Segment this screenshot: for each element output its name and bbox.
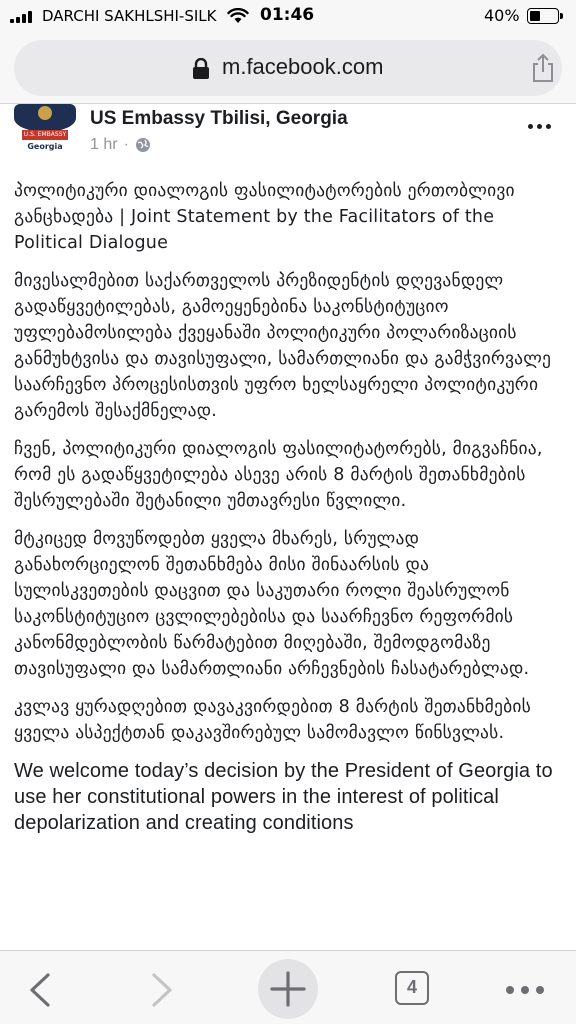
post-paragraph: ჩვენ, პოლიტიკური დიალოგის ფასილიტატორებს, მიგვაჩნია, რომ ეს გადაწყვეტილება ასევე არის 8 მარტის შეთანხმების შესრულებაში შეტანილი უმთავრესი წვლილი. xyxy=(14,439,543,511)
post-paragraph: მტკიცედ მოვუწოდებთ ყველა მხარეს, სრულად განახორციელონ შეთანხმება მისი შინაარსის და სულისკვეთების დაცვით და საკუთარი როლი შეასრულონ საკონსტიტუციო ცვლილებებისა და საარჩევნო რეფორმის კანონმდებლობის წარმატებით მიღებაში, შემოდგომაზე თავისუფალი და სამართლიანი არჩევნების ჩასატარებლად. xyxy=(14,529,530,679)
ellipsis-icon[interactable] xyxy=(506,986,544,994)
chevron-right-icon[interactable] xyxy=(150,973,174,1007)
post-paragraph: We welcome today’s decision by the President of Georgia to use her constitutional powers in the interest of political depolarization and creating conditions xyxy=(14,760,553,834)
post-paragraph: მივესალმებით საქართველოს პრეზიდენტის დღევანდელ გადაწყვეტილებას, გამოეყენებინა საკონსტიტუციო უფლებამოსილება ქვეყანაში პოლიტიკური პოლარიზაციის განმუხტვისა და თავისუფალი, სამართლიანი და გამჭვირვალე საარჩევნო პროცესისთვის უფრო ხელსაყრელი პოლიტიკური გარემოს შესაქმნელად. xyxy=(14,271,552,421)
share-icon[interactable] xyxy=(530,53,556,83)
post-paragraph: კვლავ ყურადღებით დავაკვირდებით 8 მარტის შეთანხმების ყველა ასპექტთან დაკავშირებულ სამომავლო წინსვლას. xyxy=(14,697,531,743)
avatar-country-text: Georgia xyxy=(27,142,63,151)
globe-icon xyxy=(135,137,151,153)
more-options-icon[interactable] xyxy=(528,124,551,129)
battery-percent: 40% xyxy=(484,6,520,25)
new-tab-button[interactable] xyxy=(258,959,318,1019)
url-text[interactable]: m.facebook.com xyxy=(222,54,384,79)
signal-bars-icon xyxy=(10,11,32,23)
browser-address-area xyxy=(0,34,576,104)
status-time: 01:46 xyxy=(260,5,315,25)
post-body xyxy=(14,178,564,950)
post-paragraph: პოლიტიკური დიალოგის ფასილიტატორების ერთობლივი განცხადება | Joint Statement by the Facilitators of the Political Dialogue xyxy=(14,181,515,253)
seal-icon xyxy=(38,106,52,120)
tabs-button[interactable]: 4 xyxy=(395,971,429,1005)
address-bar[interactable] xyxy=(14,40,562,96)
status-bar xyxy=(0,0,576,34)
page-name-link[interactable]: US Embassy Tbilisi, Georgia xyxy=(90,108,348,129)
battery-icon xyxy=(527,8,559,24)
browser-toolbar xyxy=(0,950,576,1024)
lock-icon xyxy=(192,58,210,80)
page-avatar[interactable] xyxy=(14,104,76,160)
wifi-icon xyxy=(227,8,249,24)
avatar-band-text: U.S. EMBASSY xyxy=(23,131,67,138)
post-time[interactable]: 1 hr xyxy=(90,136,118,153)
post-header xyxy=(0,104,576,166)
post-meta xyxy=(90,136,151,154)
chevron-left-icon[interactable] xyxy=(28,973,52,1007)
carrier-name: DARCHI SAKHLSHI-SILK xyxy=(42,7,217,25)
plus-icon xyxy=(270,971,306,1007)
battery-fill xyxy=(530,11,540,21)
meta-separator: · xyxy=(123,136,129,153)
